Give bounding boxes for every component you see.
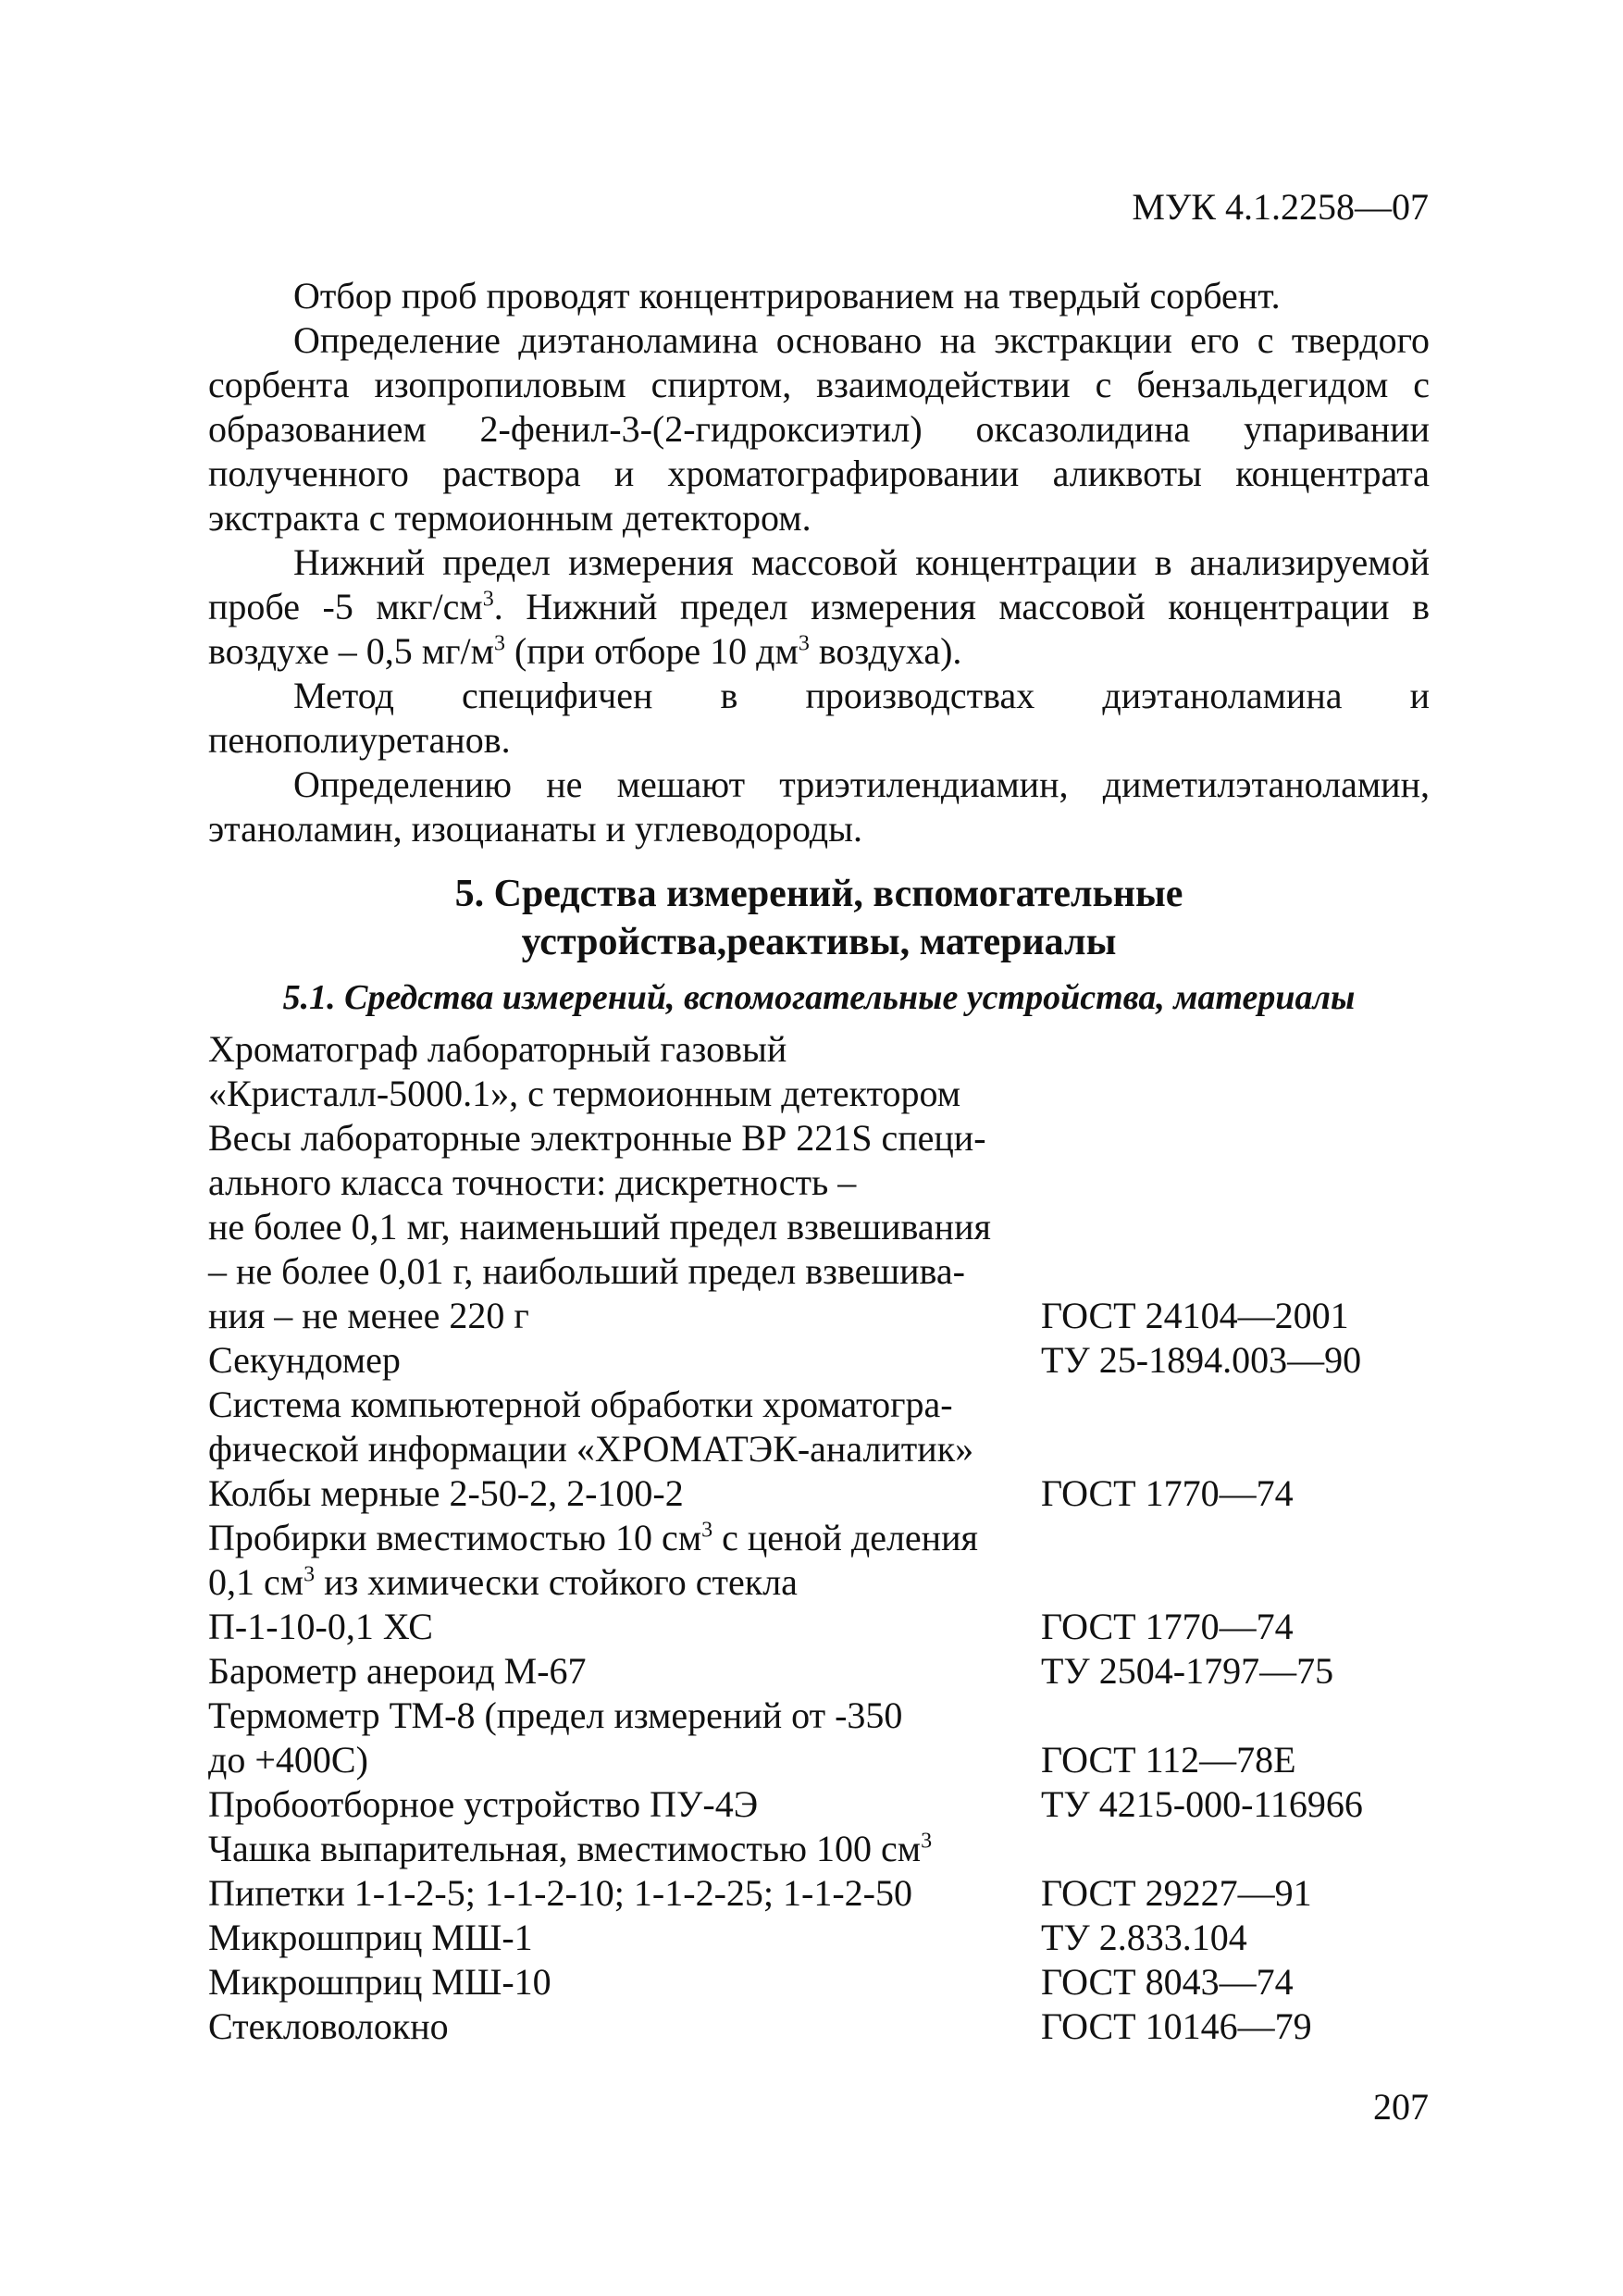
paragraph-specificity: Метод специфичен в производствах диэтаноламина и пенополиуретанов. [208,675,1430,761]
equipment-standard: ТУ 2.833.104 [1041,1917,1247,1958]
equipment-standard: ГОСТ 10146—79 [1041,2005,1312,2047]
equipment-standard: ТУ 4215-000-116966 [1041,1783,1363,1825]
equipment-standard: ГОСТ 24104—2001 [1041,1295,1349,1336]
subsection-title: 5.1. Средства измерений, вспомогательные устройства, материалы [282,978,1356,1017]
equipment-item: Барометр анероид М-67 ТУ 2504-1797—75 [208,1649,1430,1694]
paragraph-sampling: Отбор проб проводят концентрированием на твердый сорбент. [293,275,1281,316]
equipment-item: Термометр ТМ-8 (предел измерений от -350 до +400С) ГОСТ 112—78Е [208,1694,1430,1782]
paragraph-limits: Нижний предел измерения массовой концентрации в анализируемой пробе -5 мкг/$см^3$. Нижний предел измерения массовой концентрации в воздухе – 0,5 $мг/м^3$ (при отборе 10 $дм^3$ воздуха). [208,541,1430,672]
equipment-item: Хроматограф лабораторный газовый «Кристалл-5000.1», с термоионным детектором [208,1028,961,1114]
equipment-item: Система компьютерной обработки хроматогра- фической информации «ХРОМАТЭК-аналитик» [208,1384,974,1470]
equipment-item: Пипетки 1-1-2-5; 1-1-2-10; 1-1-2-25; 1-1-2-50 ГОСТ 29227—91 [208,1871,1430,1916]
equipment-item: Микрошприц МШ-1 ТУ 2.833.104 [208,1916,1430,1960]
equipment-item: Пробирки вместимостью 10 $см^3$ с ценой деления 0,1 $см^3$ из химически стойкого стекла П-1-10-0,1 ХС ГОСТ 1770—74 [208,1516,1430,1649]
paragraph-interference: Определению не мешают триэтилендиамин, диметилэтаноламин, этаноламин, изоцианаты и углеводороды. [208,763,1430,850]
equipment-standard: ГОСТ 112—78Е [1041,1739,1296,1781]
page-number: 207 [1373,2086,1429,2128]
equipment-item: Микрошприц МШ-10 ГОСТ 8043—74 [208,1960,1430,2004]
page-header: МУК 4.1.2258—07 [1132,186,1429,228]
equipment-item: Пробоотборное устройство ПУ-4Э ТУ 4215-000-116966 [208,1782,1430,1827]
equipment-item: Секундомер ТУ 25-1894.003—90 [208,1338,1430,1383]
equipment-standard: ТУ 2504-1797—75 [1041,1650,1334,1692]
equipment-standard: ТУ 25-1894.003—90 [1041,1339,1362,1381]
equipment-standard: ГОСТ 29227—91 [1041,1872,1312,1914]
equipment-item: Весы лабораторные электронные ВР 221S специ- ального класса точности: дискретность – не более 0,1 мг, наименьший предел взвешивания – не более 0,01 г, наибольший предел взвешива- ния – не менее 220 г ГОСТ 24104—2001 [208,1116,1430,1338]
body-text [208,274,1430,851]
equipment-standard: ГОСТ 8043—74 [1041,1961,1294,2003]
equipment-item: Колбы мерные 2-50-2, 2-100-2 ГОСТ 1770—74 [208,1471,1430,1516]
paragraph-method: Определение диэтаноламина основано на экстракции его с твердого сорбента изопропиловым спиртом, взаимодействии с бензальдегидом с образованием 2-фенил-3-(2-гидроксиэтил) оксазолидина упаривании полученного раствора и хроматографировании аликвоты концентрата экстракта с термоионным детектором. [208,319,1430,539]
equipment-item: Стекловолокно ГОСТ 10146—79 [208,2004,1430,2049]
section-title: 5. Средства измерений, вспомогательные устройства,реактивы, материалы [454,873,1183,963]
equipment-item: Чашка выпарительная, вместимостью 100 $см^3$ [208,1828,933,1869]
equipment-list [208,1027,1430,2049]
equipment-standard: ГОСТ 1770—74 [1041,1606,1294,1647]
equipment-standard: ГОСТ 1770—74 [1041,1472,1294,1514]
